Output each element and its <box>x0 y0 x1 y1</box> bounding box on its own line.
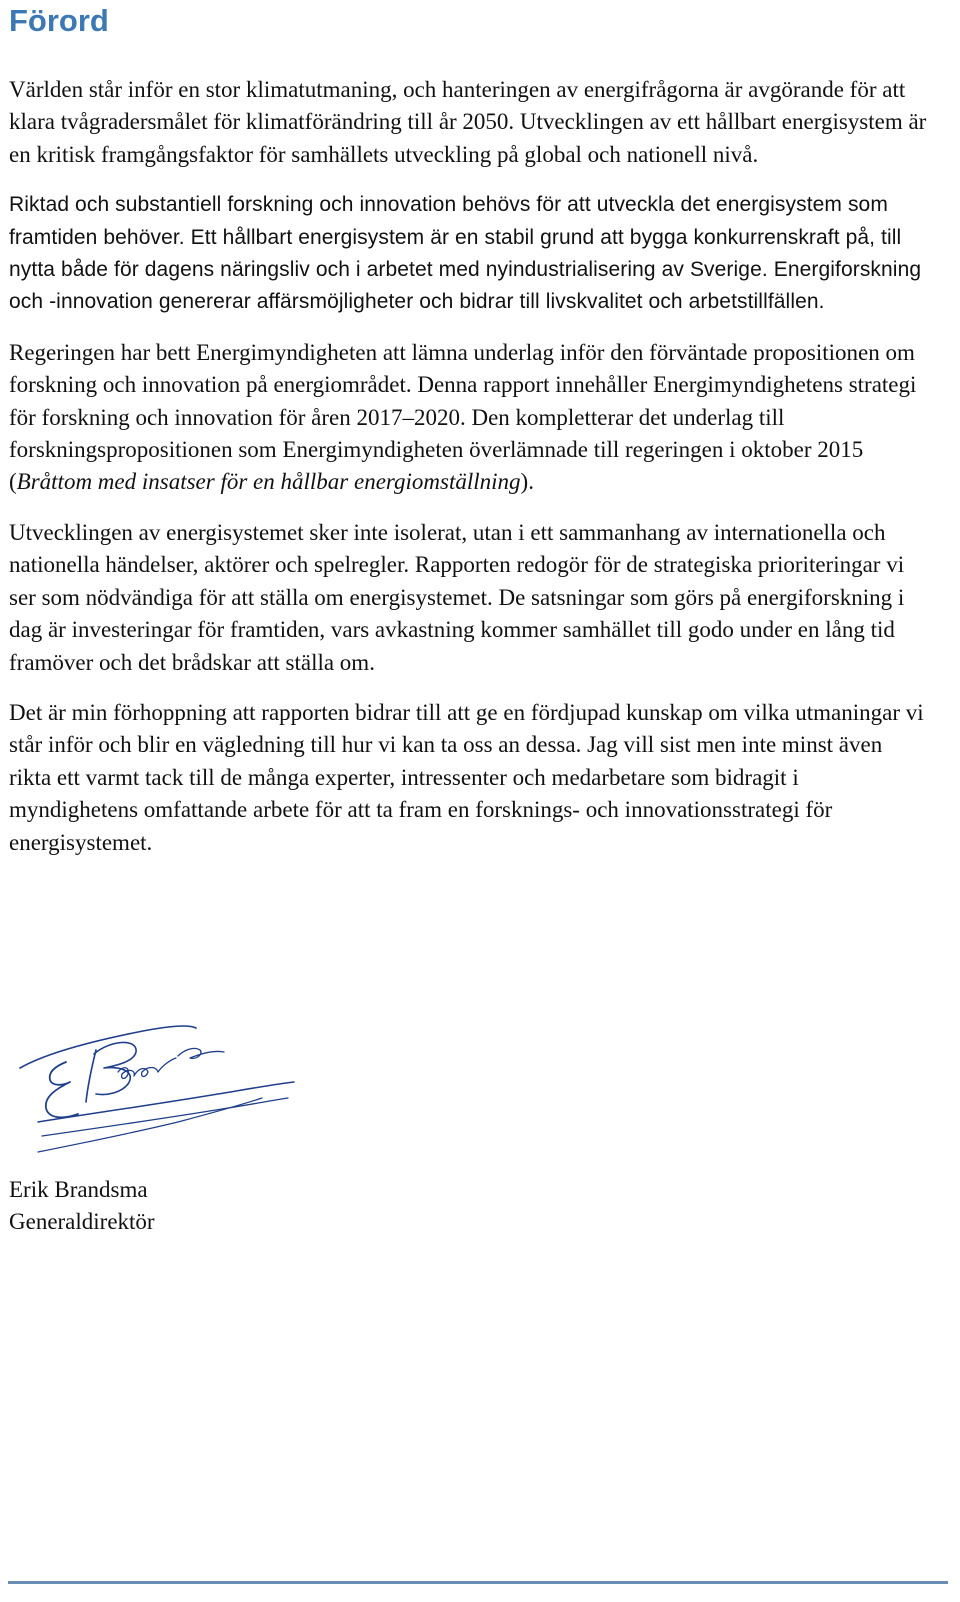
paragraph-4: Utvecklingen av energisystemet sker inte isolerat, utan i ett sammanhang av internationella och nationella händelser, aktörer och spelregler. Rapporten redogör för de strategiska prioriteringar vi ser som nödvändiga för att ställa om energisystemet. De satsningar som görs på energiforskning i dag är investeringar för framtiden, vars avkastning kommer samhället till godo under en lång tid framöver och det brådskar att ställa om. <box>9 519 905 675</box>
paragraph-5: Det är min förhoppning att rapporten bidrar till att ge en fördjupad kunskap om vilka utmaningar vi står inför och blir en vägledning till hur vi kan ta oss an dessa. Jag vill sist men inte minst även rikta ett varmt tack till de många experter, intressenter och medarbetare som bidragit i myndighetens omfattande arbete för att ta fram en forsknings- och innovationsstrategi för energisystemet. <box>9 699 924 855</box>
paragraph-3-text: Regeringen har bett Energimyndigheten att lämna underlag inför den förväntade propositionen om forskning och innovation på energiområdet. Denna rapport innehåller Energimyndighetens strategi för forskning och innovation för åren 2017–2020. Den kompletterar det underlag till forskningspropositionen som Energimyndigheten överlämnade till regeringen i oktober 2015 ( <box>9 339 917 495</box>
paragraph-3-end: ). <box>520 469 534 495</box>
footer-rule <box>8 1581 948 1584</box>
signatory-role: Generaldirektör <box>9 1209 155 1234</box>
paragraph-1: Världen står inför en stor klimatutmaning, och hanteringen av energifrågorna är avgörande för att klara tvågradersmålet för klimatförändring till år 2050. Utvecklingen av ett hållbart energisystem är en kritisk framgångsfaktor för samhällets utveckling på global och nationell nivå. <box>9 77 927 167</box>
paragraph-2: Riktad och substantiell forskning och innovation behövs för att utveckla det energisystem som framtiden behöver. Ett hållbart energisystem är en stabil grund att bygga konkurrenskraft på, till nytta både för dagens näringsliv och i arbetet med nyindustrialisering av Sverige. Energiforskning och -innovation genererar affärsmöjligheter och bidrar till livskvalitet och arbetstillfällen. <box>9 193 922 314</box>
paragraph-3 <box>9 337 929 499</box>
foreword-body <box>9 74 929 877</box>
signatory-name: Erik Brandsma <box>9 1177 148 1202</box>
handwritten-signature <box>18 1010 308 1160</box>
report-title-italic: Bråttom med insatser för en hållbar energiomställning <box>16 469 521 495</box>
signatory-block <box>9 1174 155 1238</box>
page-title: Förord <box>9 3 109 38</box>
